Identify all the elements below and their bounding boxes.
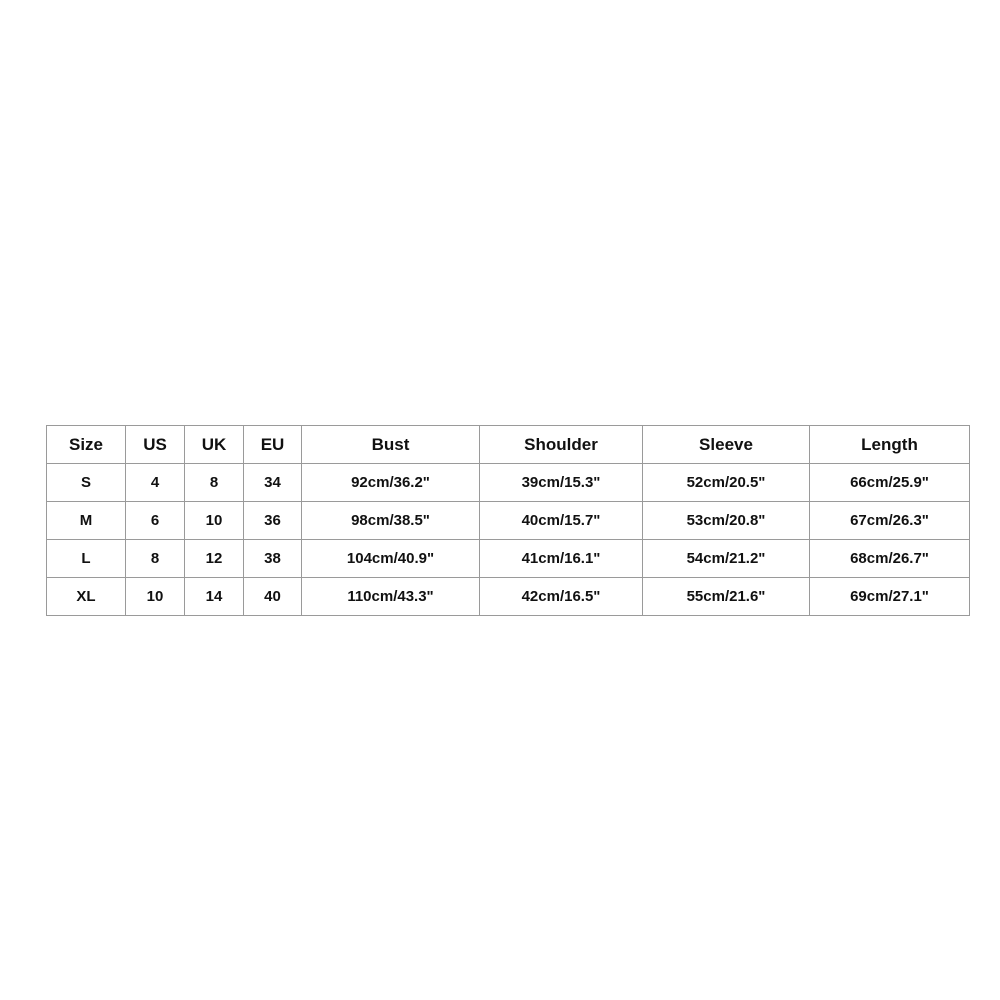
size-chart-table — [46, 425, 970, 616]
table-row — [47, 540, 970, 578]
header-eu: EU — [244, 426, 302, 464]
cell-size: S — [47, 464, 126, 502]
cell-sleeve: 54cm/21.2" — [643, 540, 810, 578]
header-bust: Bust — [302, 426, 480, 464]
cell-eu: 40 — [244, 578, 302, 616]
cell-us: 6 — [126, 502, 185, 540]
cell-sleeve: 53cm/20.8" — [643, 502, 810, 540]
table-row — [47, 464, 970, 502]
cell-uk: 10 — [185, 502, 244, 540]
cell-length: 68cm/26.7" — [810, 540, 970, 578]
header-shoulder: Shoulder — [480, 426, 643, 464]
cell-size: L — [47, 540, 126, 578]
cell-bust: 110cm/43.3" — [302, 578, 480, 616]
cell-length: 69cm/27.1" — [810, 578, 970, 616]
cell-bust: 98cm/38.5" — [302, 502, 480, 540]
cell-sleeve: 55cm/21.6" — [643, 578, 810, 616]
table-row — [47, 502, 970, 540]
cell-length: 66cm/25.9" — [810, 464, 970, 502]
table-header-row — [47, 426, 970, 464]
cell-uk: 12 — [185, 540, 244, 578]
header-us: US — [126, 426, 185, 464]
cell-shoulder: 41cm/16.1" — [480, 540, 643, 578]
cell-length: 67cm/26.3" — [810, 502, 970, 540]
header-size: Size — [47, 426, 126, 464]
cell-shoulder: 42cm/16.5" — [480, 578, 643, 616]
cell-eu: 36 — [244, 502, 302, 540]
cell-us: 10 — [126, 578, 185, 616]
cell-size: XL — [47, 578, 126, 616]
cell-bust: 92cm/36.2" — [302, 464, 480, 502]
cell-eu: 34 — [244, 464, 302, 502]
cell-uk: 8 — [185, 464, 244, 502]
cell-us: 8 — [126, 540, 185, 578]
table-row — [47, 578, 970, 616]
header-uk: UK — [185, 426, 244, 464]
cell-bust: 104cm/40.9" — [302, 540, 480, 578]
cell-shoulder: 40cm/15.7" — [480, 502, 643, 540]
cell-sleeve: 52cm/20.5" — [643, 464, 810, 502]
cell-size: M — [47, 502, 126, 540]
header-length: Length — [810, 426, 970, 464]
cell-shoulder: 39cm/15.3" — [480, 464, 643, 502]
cell-us: 4 — [126, 464, 185, 502]
header-sleeve: Sleeve — [643, 426, 810, 464]
cell-uk: 14 — [185, 578, 244, 616]
cell-eu: 38 — [244, 540, 302, 578]
